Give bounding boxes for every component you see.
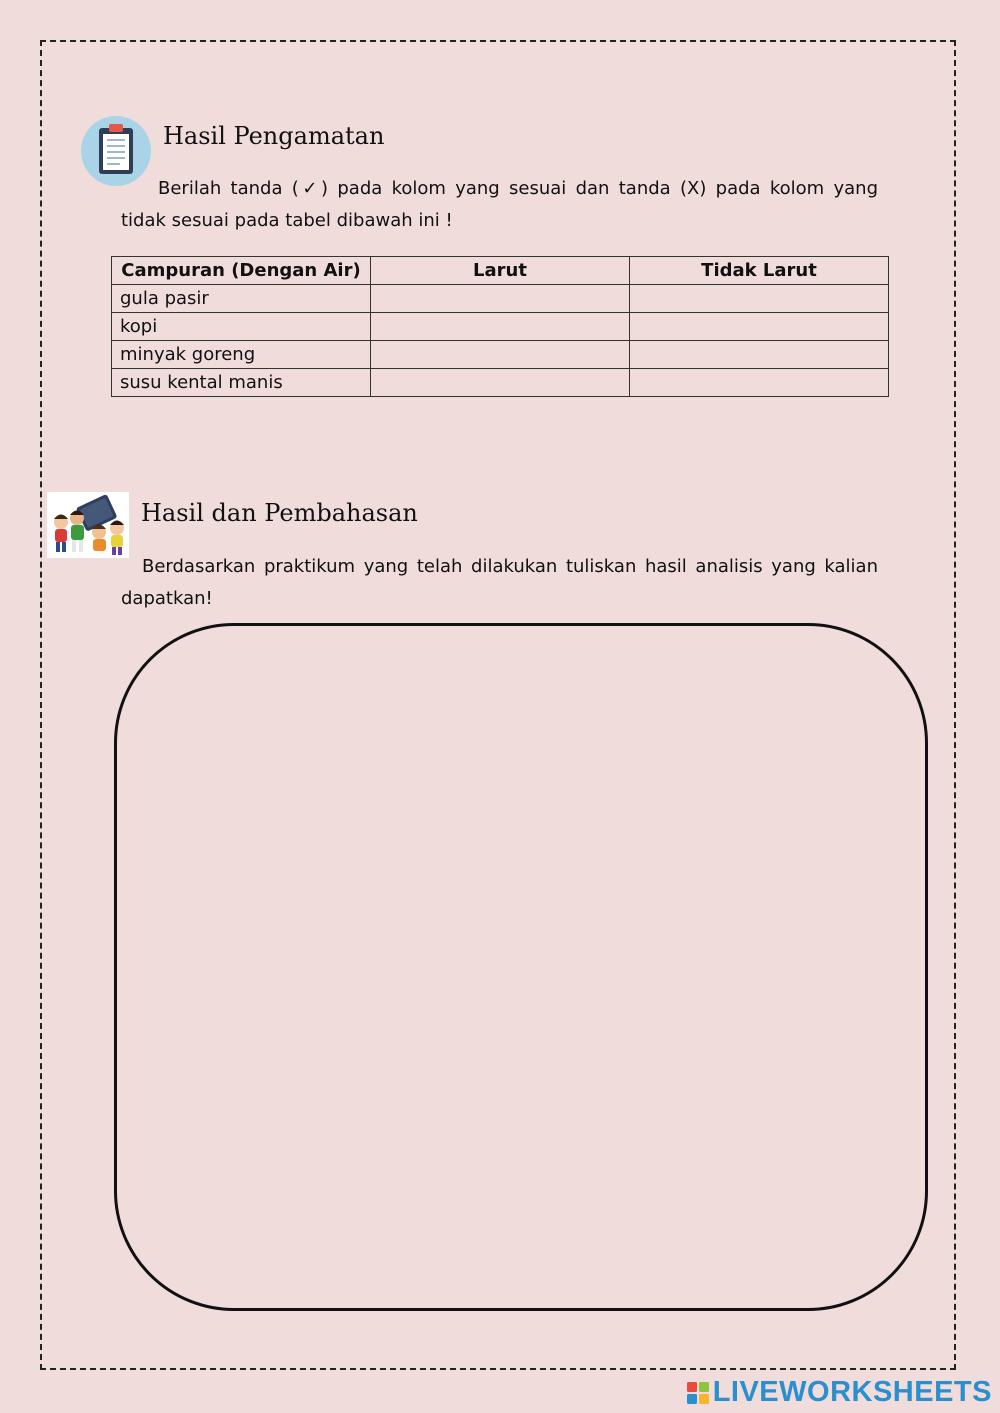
table-row <box>112 369 889 397</box>
item-cell: minyak goreng <box>112 341 371 369</box>
item-cell: kopi <box>112 313 371 341</box>
section-title-hasil-dan-pembahasan: Hasil dan Pembahasan <box>141 499 418 527</box>
column-header-campuran: Campuran (Dengan Air) <box>112 257 371 285</box>
larut-cell[interactable] <box>371 285 630 313</box>
tidak-larut-cell[interactable] <box>630 313 889 341</box>
larut-cell[interactable] <box>371 341 630 369</box>
tidak-larut-cell[interactable] <box>630 341 889 369</box>
section-title-hasil-pengamatan: Hasil Pengamatan <box>163 122 385 150</box>
liveworksheets-watermark <box>687 1378 992 1407</box>
table-header-row <box>112 257 889 285</box>
column-header-larut: Larut <box>371 257 630 285</box>
instruction-hasil-dan-pembahasan: Berdasarkan praktikum yang telah dilakukan tuliskan hasil analisis yang kalian dapatkan! <box>121 556 878 609</box>
tidak-larut-cell[interactable] <box>630 285 889 313</box>
larut-cell[interactable] <box>371 313 630 341</box>
tidak-larut-cell[interactable] <box>630 369 889 397</box>
table-row <box>112 285 889 313</box>
column-header-tidak-larut: Tidak Larut <box>630 257 889 285</box>
instruction-hasil-pengamatan: Berilah tanda (✓) pada kolom yang sesuai dan tanda (X) pada kolom yang tidak sesuai pada tabel dibawah ini ! <box>121 178 878 231</box>
item-cell: gula pasir <box>112 285 371 313</box>
watermark-text: LIVEWORKSHEETS <box>712 1376 992 1408</box>
liveworksheets-logo-icon <box>687 1382 709 1404</box>
larut-cell[interactable] <box>371 369 630 397</box>
item-cell: susu kental manis <box>112 369 371 397</box>
table-row <box>112 313 889 341</box>
observation-table <box>111 256 889 397</box>
answer-textbox[interactable] <box>114 623 928 1311</box>
table-row <box>112 341 889 369</box>
kids-reading-icon <box>47 492 129 558</box>
